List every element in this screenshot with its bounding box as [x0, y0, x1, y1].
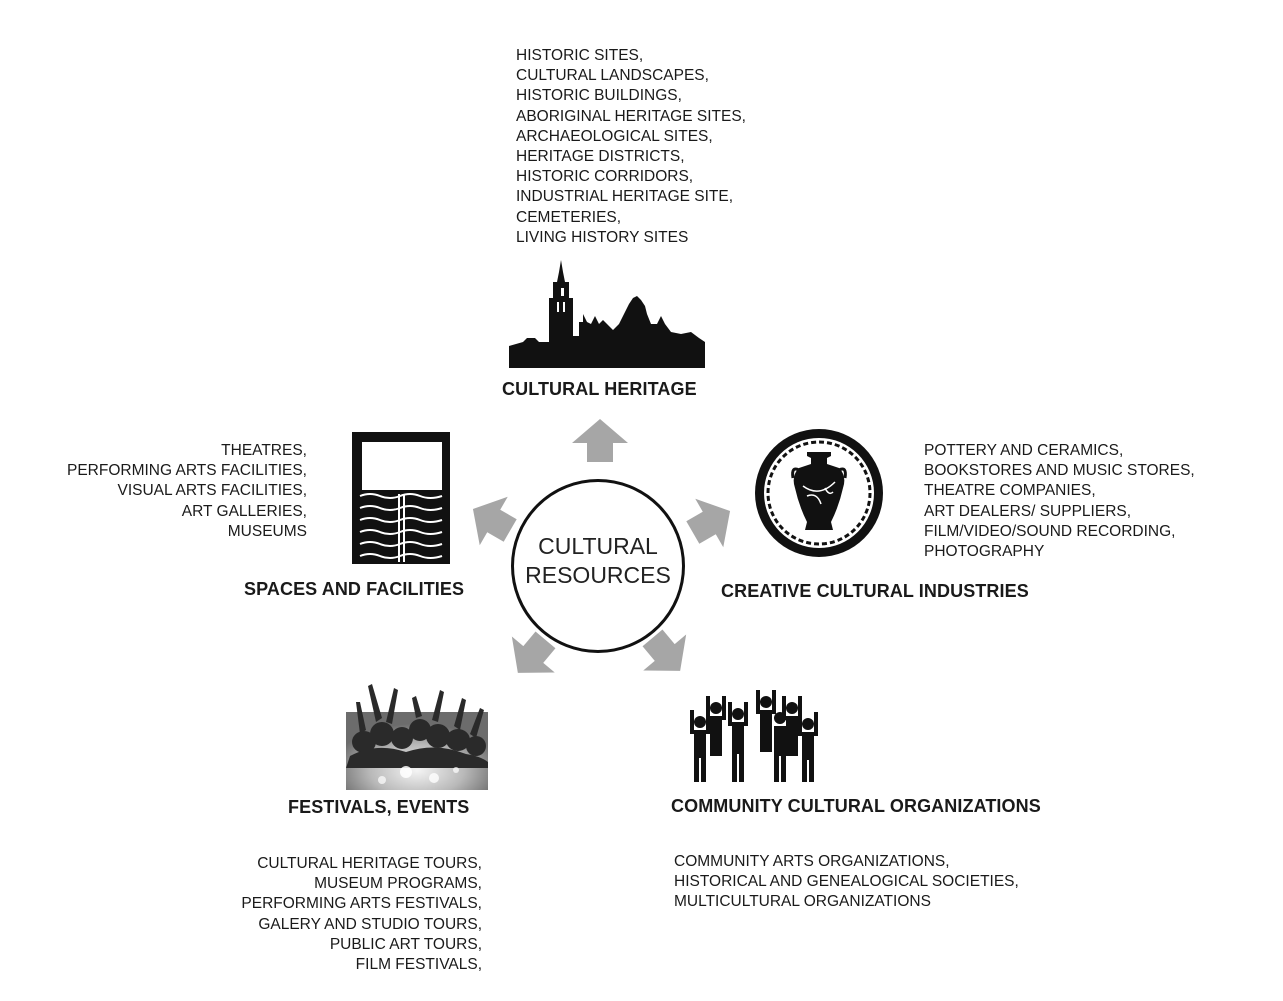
- crowd-concert-icon: [346, 672, 488, 790]
- list-item: MUSEUM PROGRAMS,: [314, 875, 482, 893]
- list-item: CEMETERIES,: [516, 208, 622, 226]
- center-label-line2: RESOURCES: [525, 562, 671, 588]
- list-item: HERITAGE DISTRICTS,: [516, 148, 685, 166]
- list-item: ABORIGINAL HERITAGE SITES,: [516, 107, 746, 125]
- festivals-events-title: FESTIVALS, EVENTS: [288, 797, 470, 817]
- list-item: INDUSTRIAL HERITAGE SITE,: [516, 188, 734, 206]
- cultural-heritage-title: CULTURAL HERITAGE: [502, 379, 697, 399]
- spaces-facilities-title: SPACES AND FACILITIES: [244, 579, 465, 599]
- list-item: LIVING HISTORY SITES: [516, 228, 689, 246]
- community-orgs-title: COMMUNITY CULTURAL ORGANIZATIONS: [671, 796, 1041, 816]
- list-item: HISTORIC BUILDINGS,: [516, 87, 682, 105]
- spaces-facilities-list: [67, 441, 307, 542]
- list-item: ART DEALERS/ SUPPLIERS,: [924, 502, 1132, 520]
- list-item: VISUAL ARTS FACILITIES,: [117, 482, 307, 500]
- list-item: THEATRE COMPANIES,: [924, 482, 1096, 500]
- list-item: BOOKSTORES AND MUSIC STORES,: [924, 462, 1195, 480]
- list-item: PERFORMING ARTS FACILITIES,: [66, 462, 307, 480]
- theatre-stage-icon: [350, 430, 452, 566]
- list-item: MULTICULTURAL ORGANIZATIONS: [674, 893, 931, 911]
- list-item: PUBLIC ART TOURS,: [329, 935, 482, 953]
- list-item: GALERY AND STUDIO TOURS,: [258, 915, 482, 933]
- cultural-heritage-list: [516, 46, 746, 248]
- list-item: POTTERY AND CERAMICS,: [924, 442, 1124, 459]
- list-item: PERFORMING ARTS FESTIVALS,: [241, 895, 482, 913]
- list-item: CULTURAL HERITAGE TOURS,: [257, 855, 482, 872]
- list-item: ART GALLERIES,: [181, 502, 307, 520]
- list-item: HISTORIC CORRIDORS,: [516, 168, 694, 186]
- list-item: HISTORICAL AND GENEALOGICAL SOCIETIES,: [674, 873, 1019, 891]
- list-item: FILM/VIDEO/SOUND RECORDING,: [924, 522, 1176, 540]
- list-item: PHOTOGRAPHY: [924, 543, 1045, 561]
- list-item: ARCHAEOLOGICAL SITES,: [516, 127, 713, 145]
- arrow-up-right-icon: [679, 487, 744, 557]
- city-skyline-icon: [505, 258, 710, 373]
- list-item: CULTURAL LANDSCAPES,: [516, 67, 709, 85]
- list-item: THEATRES,: [221, 442, 307, 459]
- community-orgs-list: [674, 852, 1019, 913]
- creative-industries-title: CREATIVE CULTURAL INDUSTRIES: [721, 581, 1029, 601]
- center-label-line1: CULTURAL: [538, 533, 658, 559]
- greek-amphora-icon: [751, 426, 887, 560]
- cultural-resources-circle: [511, 479, 685, 653]
- people-group-icon: [688, 688, 820, 788]
- list-item: MUSEUMS: [227, 522, 307, 540]
- festivals-events-list: [241, 854, 482, 975]
- list-item: FILM FESTIVALS,: [355, 956, 482, 974]
- creative-industries-list: [924, 441, 1195, 562]
- list-item: HISTORIC SITES,: [516, 47, 644, 64]
- list-item: COMMUNITY ARTS ORGANIZATIONS,: [674, 853, 950, 870]
- arrow-up-icon: [572, 419, 628, 462]
